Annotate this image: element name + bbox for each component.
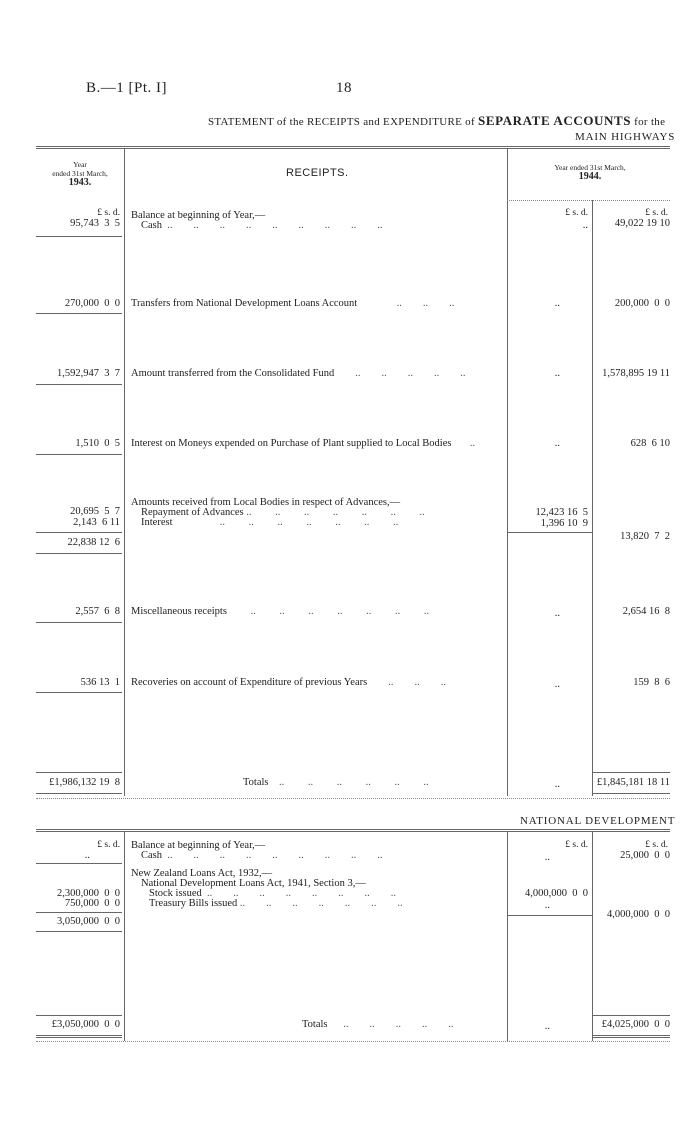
heading-ended-march: ended 31st March, xyxy=(52,169,108,178)
column-heading-1943 xyxy=(38,160,122,187)
national-balance-heading: Balance at beginning of Year,— xyxy=(131,840,266,851)
national-divider-left xyxy=(124,831,125,1041)
national-totals-bottom-rule-1943 xyxy=(36,1035,122,1036)
national-totals-top-rule-1944 xyxy=(592,1015,670,1016)
local-bodies-rule xyxy=(36,553,122,554)
currency-header-mid: £ s. d. xyxy=(565,208,588,218)
document-reference: B.—1 [Pt. I] xyxy=(86,80,167,96)
column-heading-1944 xyxy=(510,163,670,181)
totals-bottom-rule-1943 xyxy=(36,793,122,794)
interest-1943-value: 2,143 6 11 xyxy=(73,517,120,528)
consolidated-1944-value: 1,578,895 19 11 xyxy=(602,368,670,379)
repayment-label: Repayment of Advances .. .. .. .. .. .. .. xyxy=(141,507,425,518)
currency-header-1943: £ s. d. xyxy=(97,208,120,218)
repayment-mid-value: 12,423 16 5 xyxy=(535,507,588,518)
national-cash-1944: 25,000 0 0 xyxy=(620,850,670,861)
title-bold: SEPARATE ACCOUNTS xyxy=(478,113,632,128)
heading-ended-march-1944: Year ended 31st March, xyxy=(554,163,626,172)
statement-title xyxy=(208,113,665,129)
interest-plant-rule xyxy=(36,454,122,455)
section-divider xyxy=(36,798,670,799)
national-subtotal-1943: 3,050,000 0 0 xyxy=(57,916,120,927)
national-cash-1943: .. xyxy=(84,850,90,861)
misc-mid-value: .. xyxy=(554,608,560,619)
loans-act-label: New Zealand Loans Act, 1932,— xyxy=(131,868,273,879)
title-prefix: STATEMENT of the RECEIPTS and EXPENDITURE of xyxy=(208,116,475,128)
heading-year-word: Year xyxy=(73,160,87,169)
totals-mid-value: .. xyxy=(554,779,560,790)
treasury-bills-label: Treasury Bills issued .. .. .. .. .. .. .. xyxy=(149,898,403,909)
national-currency-1944: £ s. d. xyxy=(645,840,668,850)
heading-year-1944: 1944. xyxy=(578,171,602,182)
interest-plant-1943-value: 1,510 0 5 xyxy=(75,438,120,449)
consolidated-1943-value: 1,592,947 3 7 xyxy=(57,368,120,379)
cash-rule xyxy=(36,236,122,237)
recoveries-rule xyxy=(36,692,122,693)
consolidated-mid-value: .. xyxy=(554,368,560,379)
misc-1944-value: 2,654 16 8 xyxy=(622,606,670,617)
receipts-heading: RECEIPTS. xyxy=(286,167,349,179)
local-bodies-subtotal-rule xyxy=(36,532,122,533)
cash-mid-value: .. xyxy=(582,220,588,231)
local-bodies-mid-rule xyxy=(507,532,592,533)
totals-bottom-rule-1944 xyxy=(592,793,670,794)
totals-top-rule-1943 xyxy=(36,772,122,773)
national-cash-label: Cash .. .. .. .. .. .. .. .. .. xyxy=(141,850,383,861)
column-divider-right xyxy=(507,148,508,796)
stock-issued-label: Stock issued .. .. .. .. .. .. .. .. xyxy=(149,888,397,899)
treasury-bills-mid: .. xyxy=(544,900,550,911)
national-cash-rule xyxy=(36,863,122,864)
national-totals-bottom-rule-1944 xyxy=(592,1035,670,1036)
national-divider-inner xyxy=(592,831,593,1041)
top-rule-double xyxy=(36,148,670,149)
local-bodies-total-1943: 22,838 12 6 xyxy=(67,537,120,548)
transfers-mid-value: .. xyxy=(554,298,560,309)
balance-heading: Balance at beginning of Year,— xyxy=(131,210,266,221)
currency-header-1944: £ s. d. xyxy=(645,208,668,218)
totals-1943-value: £1,986,132 19 8 xyxy=(49,777,120,788)
totals-top-rule-1944 xyxy=(592,772,670,773)
totals-label: Totals .. .. .. .. .. .. xyxy=(243,777,429,788)
page-number: 18 xyxy=(336,80,352,96)
stock-issued-mid: 4,000,000 0 0 xyxy=(525,888,588,899)
national-totals-bottom-rule-1944-double xyxy=(592,1037,670,1038)
national-totals-label: Totals .. .. .. .. .. xyxy=(302,1019,454,1030)
national-subtotal-1944: 4,000,000 0 0 xyxy=(607,909,670,920)
transfers-rule xyxy=(36,313,122,314)
national-subtotal-rule xyxy=(36,912,122,913)
interest-mid-value: 1,396 10 9 xyxy=(540,518,588,529)
national-currency-1943: £ s. d. xyxy=(97,840,120,850)
misc-1943-value: 2,557 6 8 xyxy=(75,606,120,617)
consolidated-label: Amount transferred from the Consolidated Fund .. .. .. .. .. xyxy=(131,368,466,379)
cash-1944-value: 49,022 19 10 xyxy=(614,218,670,229)
misc-rule xyxy=(36,622,122,623)
national-totals-1944: £4,025,000 0 0 xyxy=(601,1019,670,1030)
recoveries-label: Recoveries on account of Expenditure of previous Years .. .. .. xyxy=(131,677,446,688)
recoveries-1944-value: 159 8 6 xyxy=(633,677,670,688)
national-section-title: NATIONAL DEVELOPMENT xyxy=(520,815,676,827)
national-top-rule xyxy=(36,829,670,830)
national-subtotal-bottom-rule xyxy=(36,931,122,932)
local-bodies-heading: Amounts received from Local Bodies in respect of Advances,— xyxy=(131,497,401,508)
transfers-1944-value: 200,000 0 0 xyxy=(614,298,670,309)
national-totals-bottom-rule-1943-double xyxy=(36,1037,122,1038)
totals-1944-value: £1,845,181 18 11 xyxy=(596,777,670,788)
heading-year-1943: 1943. xyxy=(68,177,92,188)
interest-label: Interest .. .. .. .. .. .. .. xyxy=(141,517,399,528)
transfers-label: Transfers from National Development Loans Account .. .. .. xyxy=(131,298,455,309)
consolidated-rule xyxy=(36,384,122,385)
national-totals-top-rule-1943 xyxy=(36,1015,122,1016)
title-suffix: for the xyxy=(634,116,666,128)
recoveries-mid-value: .. xyxy=(554,679,560,690)
heading-underline-1944 xyxy=(507,200,670,201)
column-divider-inner xyxy=(592,200,593,796)
interest-plant-label: Interest on Moneys expended on Purchase of Plant supplied to Local Bodies .. xyxy=(131,438,476,449)
national-totals-mid: .. xyxy=(544,1021,550,1032)
national-currency-mid: £ s. d. xyxy=(565,840,588,850)
national-top-rule-double xyxy=(36,831,670,832)
statement-subtitle: MAIN HIGHWAYS xyxy=(575,131,676,143)
dev-act-label: National Development Loans Act, 1941, Section 3,— xyxy=(141,878,366,889)
repayment-1943-value: 20,695 5 7 xyxy=(70,506,120,517)
national-mid-rule xyxy=(507,915,592,916)
national-bottom-divider xyxy=(36,1041,670,1042)
interest-plant-mid-value: .. xyxy=(554,438,560,449)
cash-label: Cash .. .. .. .. .. .. .. .. .. xyxy=(141,220,383,231)
transfers-1943-value: 270,000 0 0 xyxy=(64,298,120,309)
treasury-bills-1943: 750,000 0 0 xyxy=(64,898,120,909)
stock-issued-1943: 2,300,000 0 0 xyxy=(57,888,120,899)
national-divider-right xyxy=(507,831,508,1041)
national-cash-mid: .. xyxy=(544,852,550,863)
cash-1943-value: 95,743 3 5 xyxy=(70,218,120,229)
local-bodies-total-1944: 13,820 7 2 xyxy=(620,531,670,542)
interest-plant-1944-value: 628 6 10 xyxy=(630,438,670,449)
top-rule xyxy=(36,146,670,147)
national-totals-1943: £3,050,000 0 0 xyxy=(51,1019,120,1030)
misc-label: Miscellaneous receipts .. .. .. .. .. .. .. xyxy=(131,606,430,617)
column-divider-left xyxy=(124,148,125,796)
recoveries-1943-value: 536 13 1 xyxy=(80,677,120,688)
